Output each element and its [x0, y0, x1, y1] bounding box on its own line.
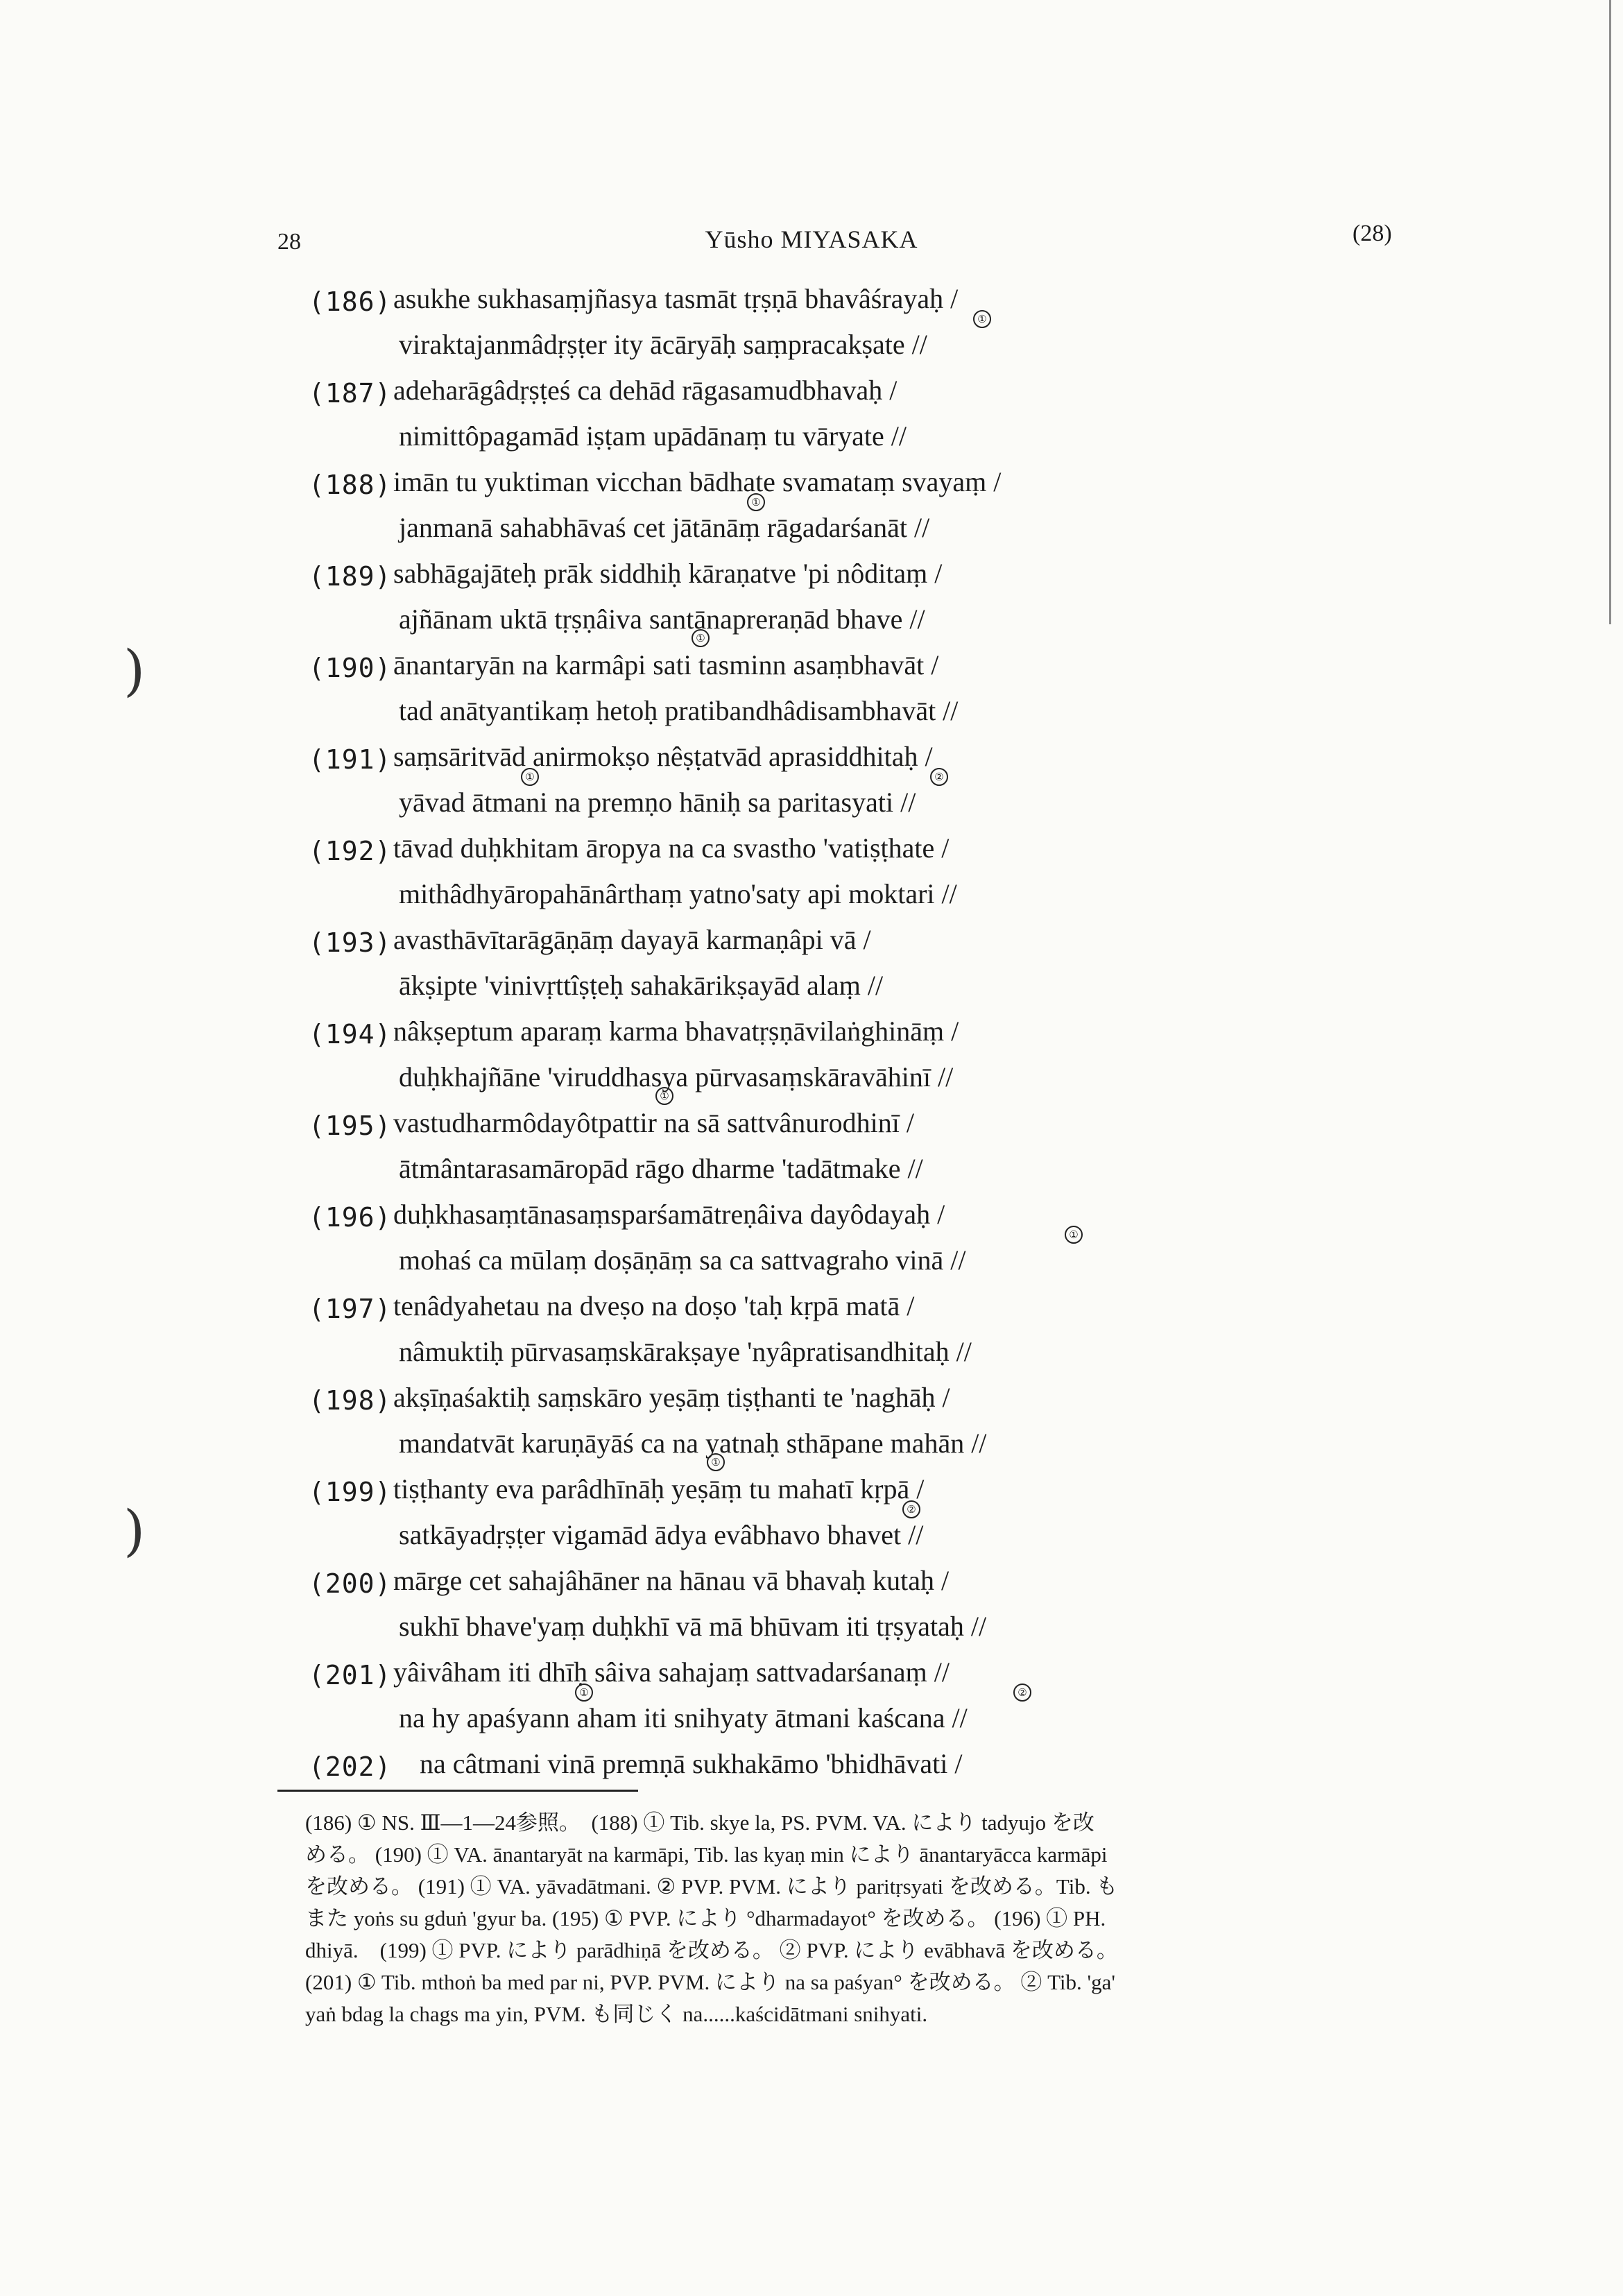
verse: [309, 457, 1432, 549]
verse-line-2: janmanā sahabhāvaś cet jātānāṃ rāgadarśanāt //: [399, 512, 930, 543]
verse-number: (194): [309, 1019, 392, 1050]
verse: [309, 1090, 1432, 1190]
page-number-parenthesized: (28): [1352, 221, 1392, 246]
verse-line-2: sukhī bhave'yaṃ duḥkhī vā mā bhūvam iti tṛṣyataḥ //: [399, 1611, 987, 1642]
verse-line-1: imān tu yuktiman vicchan bādhate svamataṃ svayaṃ /: [393, 466, 1002, 497]
verse: [309, 366, 1432, 457]
verse: [309, 1556, 1432, 1647]
verse-number: (196): [309, 1202, 392, 1233]
verse-line-2: mandatvāt karuṇāyāś ca na yatnaḥ sthāpane mahān //: [399, 1428, 987, 1459]
verse-line-1: nâkṣeptum aparaṃ karma bhavatṛṣṇāvilaṅghināṃ /: [393, 1016, 959, 1047]
verse-number: (198): [309, 1385, 392, 1416]
verse: [309, 1647, 1432, 1739]
footnote-marker: ①: [692, 629, 710, 647]
verse: [309, 915, 1432, 1006]
verse: [309, 732, 1432, 823]
verse: [309, 549, 1432, 640]
footnote-line: dhiyā. (199) ① PVP. により parādhiṇā を改める。 ② PVP. により evābhavā を改める。: [305, 1938, 1118, 1962]
verse-line-1: akṣīṇaśaktiḥ saṃskāro yeṣāṃ tiṣṭhanti te 'naghāḥ /: [393, 1382, 950, 1413]
verse-number: (186): [309, 286, 392, 317]
footnote-marker: ①: [707, 1453, 725, 1471]
running-title: Yūsho MIYASAKA: [705, 225, 918, 253]
verse: [309, 1373, 1432, 1464]
verse-line-2: viraktajanmâdṛṣṭer ity ācāryāḥ saṃpracakṣate //: [399, 329, 927, 360]
verse-line-2: mohaś ca mūlaṃ doṣāṇāṃ sa ca sattvagraho vinā //: [399, 1244, 966, 1276]
verse: [309, 632, 1432, 732]
verse-line-2: duḥkhajñāne 'viruddhasya pūrvasaṃskāravāhinī //: [399, 1061, 954, 1093]
footnote-line: (201) ① Tib. mthoṅ ba med par ni, PVP. PVM. により na sa paśyan° を改める。 ② Tib. 'ga': [305, 1970, 1115, 1994]
verse-number: (189): [309, 561, 392, 592]
verse-line-2: tad anātyantikaṃ hetoḥ pratibandhâdisambhavāt //: [399, 695, 959, 726]
footnote-line: める。 (190) ① VA. ānantaryāt na karmāpi, Tib. las kyaṇ min により ānantaryācca karmāpi: [305, 1842, 1108, 1867]
footnote-line: を改める。 (191) ① VA. yāvadātmani. ② PVP. PVM. により paritṛsyati を改める。Tib. も: [305, 1874, 1118, 1899]
verse-line-1: vastudharmôdayôtpattir na sā sattvânurodhinī /: [393, 1107, 914, 1138]
footnote-separator: [277, 1790, 638, 1792]
verse-line-1: ānantaryān na karmâpi sati tasminn asaṃbhavāt /: [393, 649, 939, 680]
footnote-marker: ②: [1013, 1684, 1031, 1702]
verse-line-2: na hy apaśyann aham iti snihyaty ātmani kaścana //: [399, 1702, 968, 1733]
footnote-marker: ①: [747, 493, 765, 511]
verse: [309, 1281, 1432, 1373]
footnote-line: (186) ① NS. Ⅲ—1—24参照。 (188) ① Tib. skye la, PS. PVM. VA. により tadyujo を改: [305, 1810, 1094, 1835]
verse: [309, 274, 1432, 366]
verse-number: (195): [309, 1111, 392, 1141]
margin-bracket-mark: ): [123, 638, 146, 703]
verse-line-1: yâivâham iti dhīḥ sâiva sahajaṃ sattvadarśanaṃ //: [393, 1656, 950, 1688]
footnote-marker: ①: [1065, 1226, 1083, 1244]
verse-line-1: duḥkhasaṃtānasaṃsparśamātreṇâiva dayôdayaḥ /: [393, 1199, 945, 1230]
verse: [309, 823, 1432, 915]
verse-list: [309, 274, 1432, 1831]
footnote-marker: ②: [930, 768, 948, 786]
page-number: 28: [277, 229, 301, 255]
footnotes: [305, 1807, 1457, 2030]
verse-number: (188): [309, 470, 392, 500]
verse-number: (200): [309, 1568, 392, 1599]
verse-line-2: ātmântarasamāropād rāgo dharme 'tadātmake //: [399, 1153, 923, 1184]
verse-line-2: satkāyadṛṣṭer vigamād ādya evâbhavo bhavet //: [399, 1519, 924, 1550]
margin-bracket-mark: ): [123, 1498, 146, 1563]
footnote-marker: ①: [655, 1087, 673, 1105]
footnote-line: また yoṅs su gduṅ 'gyur ba. (195) ① PVP. により °dharmadayot° を改める。 (196) ① PH.: [305, 1906, 1106, 1930]
footnote-marker: ①: [575, 1684, 593, 1702]
verse-number: (197): [309, 1294, 392, 1324]
footnote-marker: ①: [521, 768, 539, 786]
verse-number: (193): [309, 927, 392, 958]
verse-line-1: sabhāgajāteḥ prāk siddhiḥ kāraṇatve 'pi nôditaṃ /: [393, 558, 943, 589]
verse-number: (201): [309, 1660, 392, 1690]
verse-line-1: tenâdyahetau na dveṣo na doṣo 'taḥ kṛpā matā /: [393, 1290, 915, 1321]
verse-line-1: avasthāvītarāgāṇāṃ dayayā karmaṇâpi vā /: [393, 924, 871, 955]
verse-line-1: tiṣṭhanty eva parâdhīnāḥ yeṣāṃ tu mahatī kṛpā /: [393, 1473, 925, 1505]
verse-number: (191): [309, 744, 392, 775]
verse-line-1: asukhe sukhasaṃjñasya tasmāt tṛṣṇā bhavâśrayaḥ /: [393, 283, 959, 314]
verse-line-1: saṃsāritvād anirmokṣo nêṣṭatvād aprasiddhitaḥ /: [393, 741, 933, 772]
verse-line-1: tāvad duḥkhitam āropya na ca svastho 'vatiṣṭhate /: [393, 832, 950, 864]
verse-number: (202): [309, 1751, 392, 1782]
verse: [309, 1456, 1432, 1556]
verse-line-2: nimittôpagamād iṣṭam upādānaṃ tu vāryate //: [399, 420, 907, 452]
verse-line-2: nâmuktiḥ pūrvasaṃskārakṣaye 'nyâpratisandhitaḥ //: [399, 1336, 972, 1367]
verse-line-1: mārge cet sahajâhāner na hānau vā bhavaḥ kutaḥ /: [393, 1565, 950, 1596]
footnote-marker: ②: [902, 1500, 920, 1518]
verse-line-2: ākṣipte 'vinivṛttîṣṭeḥ sahakārikṣayād alaṃ //: [399, 970, 884, 1001]
verse-number: (187): [309, 378, 392, 409]
verse-line-1: na câtmani vinā premṇā sukhakāmo 'bhidhāvati /: [420, 1748, 963, 1779]
scan-edge-shadow: [1609, 0, 1611, 624]
verse-line-2: mithâdhyāropahānârthaṃ yatno'saty api moktari //: [399, 878, 957, 909]
verse-line-2: ajñānam uktā tṛṣṇâiva santānapreraṇād bhave //: [399, 603, 925, 635]
verse-number: (192): [309, 836, 392, 866]
footnote-marker: ①: [973, 310, 991, 328]
verse-line-1: adeharāgâdṛṣṭeś ca dehād rāgasamudbhavaḥ /: [393, 375, 898, 406]
verse: [309, 1006, 1432, 1098]
verse-number: (190): [309, 653, 392, 683]
verse-line-2: yāvad ātmani na premṇo hāniḥ sa paritasyati //: [399, 787, 916, 818]
verse-number: (199): [309, 1477, 392, 1507]
verse: [309, 1190, 1432, 1281]
footnote-line: yaṅ bdag la chags ma yin, PVM. も同じく na......kaścidātmani snihyati.: [305, 2002, 928, 2026]
